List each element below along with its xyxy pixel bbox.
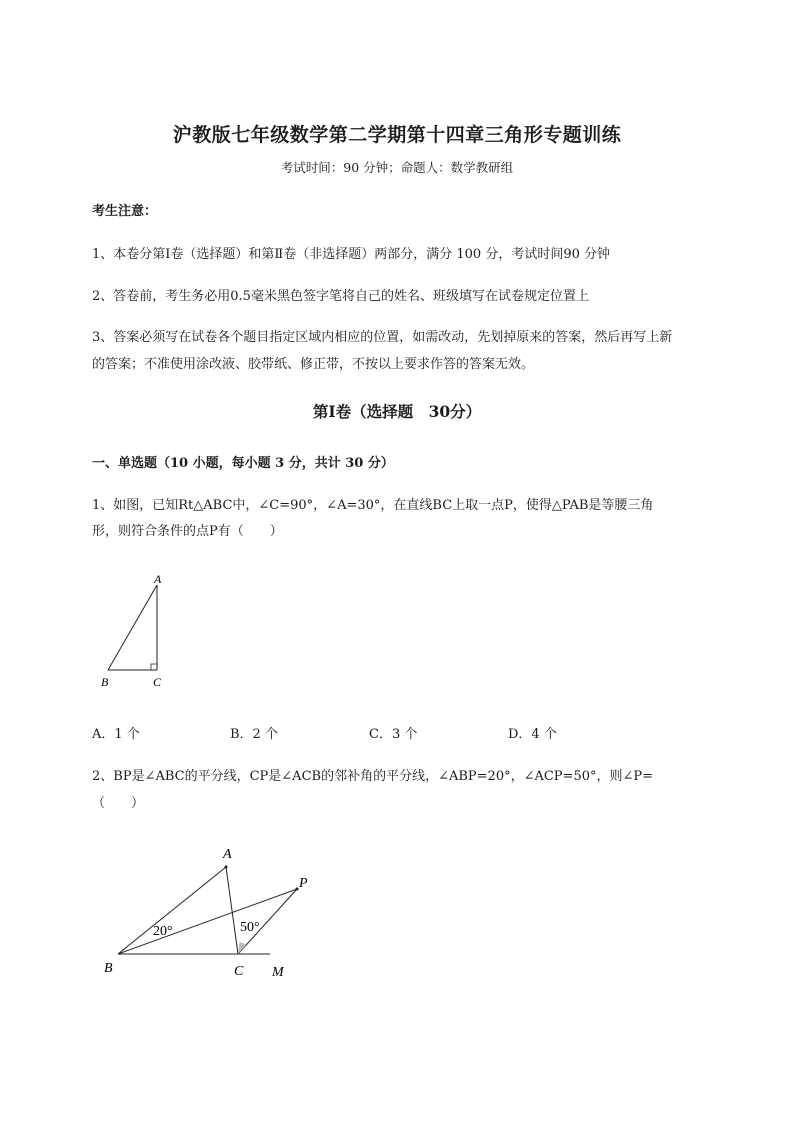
side-ab <box>108 585 157 670</box>
triangle-figure-1 <box>92 568 182 693</box>
label-m: M <box>272 965 284 980</box>
notice-item-3-line-1: 3、答案必须写在试卷各个题目指定区域内相应的位置，如需改动，先划掉原来的答案，然后再写上新 <box>92 330 673 345</box>
question-2-line-2: （ ） <box>92 796 145 811</box>
question-1-line-1: 1、如图，已知Rt△ABC中，∠C=90°，∠A=30°，在直线BC上取一点P，使得△PAB是等腰三角 <box>92 498 654 513</box>
exam-info: 考试时间：90 分钟；命题人：数学教研组 <box>280 160 514 175</box>
page-title: 沪教版七年级数学第二学期第十四章三角形专题训练 <box>172 124 622 146</box>
segment-ac <box>226 867 238 954</box>
triangle-figure-2 <box>92 838 342 988</box>
angle-label-50: 50° <box>240 920 260 935</box>
option-d[interactable]: D．4 个 <box>508 727 557 742</box>
label-c: C <box>153 675 162 689</box>
question-1-line-2: 形，则符合条件的点P有（ ） <box>92 524 283 539</box>
segment-ba <box>118 867 226 954</box>
angle-acp-mark <box>238 942 246 954</box>
option-b[interactable]: B．2 个 <box>230 727 278 742</box>
point-a <box>225 866 228 869</box>
label-a: A <box>223 847 232 862</box>
question-2-line-1: 2、BP是∠ABC的平分线，CP是∠ACB的邻补角的平分线，∠ABP=20°，∠ACP=50°，则∠P= <box>92 769 654 784</box>
notice-item-1: 1、本卷分第Ⅰ卷（选择题）和第Ⅱ卷（非选择题）两部分，满分 100 分，考试时间90 分钟 <box>92 247 610 262</box>
label-b: B <box>104 961 113 976</box>
segment-bp <box>118 889 297 954</box>
label-b: B <box>101 675 109 689</box>
label-p: P <box>299 876 308 891</box>
option-c[interactable]: C．3 个 <box>369 727 418 742</box>
notice-item-2: 2、答卷前，考生务必用0.5毫米黑色签字笔将自己的姓名、班级填写在试卷规定位置上 <box>92 289 589 304</box>
notice-heading: 考生注意： <box>92 204 158 219</box>
label-a: A <box>154 572 162 586</box>
right-angle-mark <box>151 664 157 670</box>
notice-item-3-line-2: 的答案；不准使用涂改液、胶带纸、修正带，不按以上要求作答的答案无效。 <box>92 357 535 372</box>
label-c: C <box>234 964 244 979</box>
option-a[interactable]: A．1 个 <box>92 727 140 742</box>
angle-label-20: 20° <box>153 924 173 939</box>
section-title: 第Ⅰ卷（选择题 30分） <box>312 402 482 421</box>
part-heading: 一、单选题（10 小题，每小题 3 分，共计 30 分） <box>92 456 394 471</box>
